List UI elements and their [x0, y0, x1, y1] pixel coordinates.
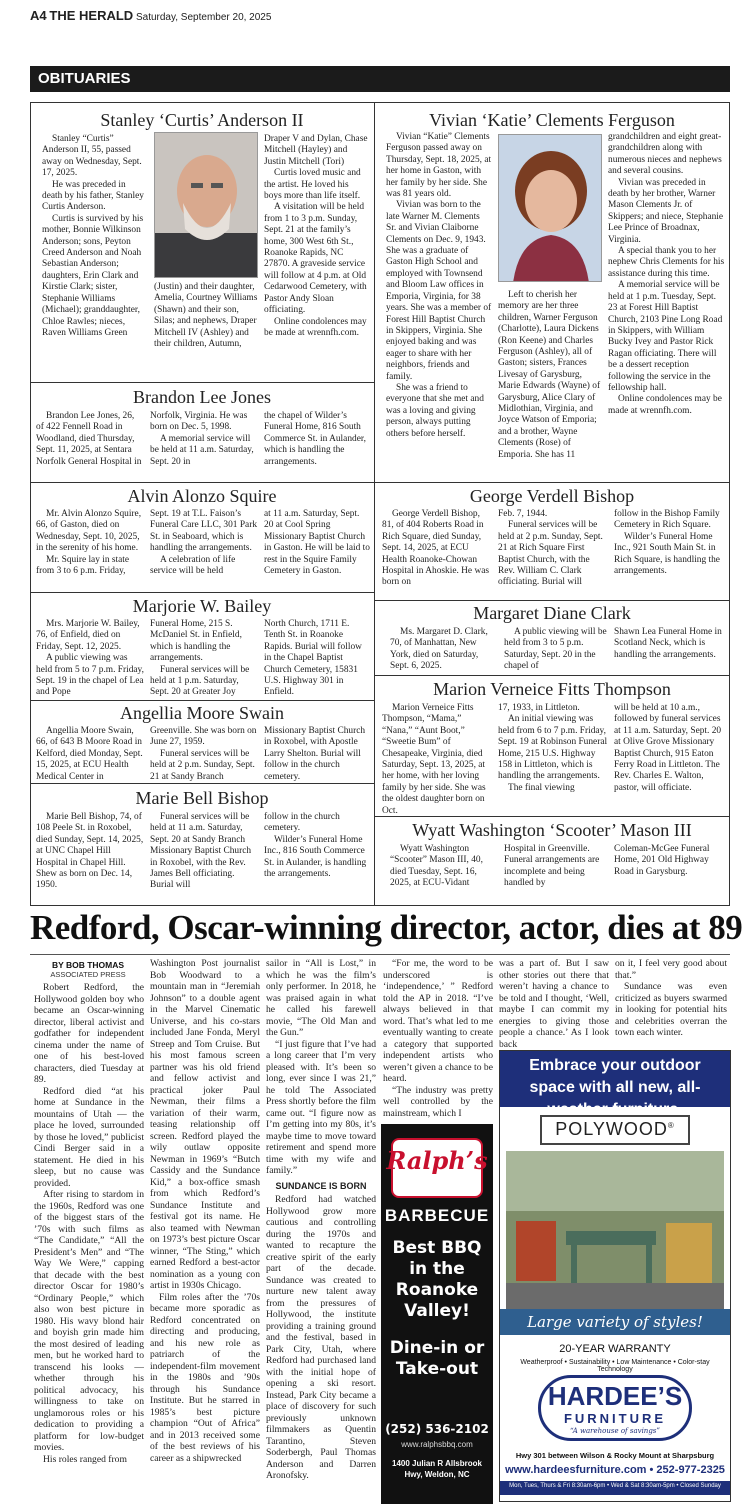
paragraph: Curtis is survived by his mother, Bonnie Wilkinson Anderson; sons, Peyton Creed Anderson and Noah Sebastian Anderson; daughters, Erin Clark and Kirstie Clark; sister, Stephanie Williams (Michael); granddaughter, Chloe Rawles; nieces, Raven Williams Green	[42, 213, 144, 338]
paragraph: Sept. 19 at T.L. Faison’s Funeral Care LLC, 301 Park St. in Seaboard, which is handling the arrangements.	[150, 509, 258, 554]
hardees-features: Weatherproof • Sustainability • Low Maintenance • Color-stay Technology	[520, 1359, 710, 1373]
obit-squire-col2	[150, 509, 258, 589]
section-title: OBITUARIES	[38, 70, 131, 87]
paragraph: A memorial service will be held at 1 p.m. Tuesday, Sept. 23 at Forest Hill Baptist Church, 2103 Pine Long Road in Skippers, with William Bucky Ivey and Pastor Rick Ragan officiating. There will be a dessert reception following the service in the fellowship hall.	[608, 280, 723, 393]
paragraph: Draper V and Dylan, Chase Mitchell (Hayley) and Justin Mitchell (Tori)	[264, 134, 368, 167]
divider	[30, 700, 374, 701]
paragraph: Redford had watched Hollywood grow more cautious and controlling during the 1970s and wanted to recapture the creative spirit of the early part of the decade. Sundance was created to nurture new talent away from the pressures of Hollywood, the institute providing a training ground and the festival, based in Park City, Utah, where Redford had purchased land with the initial hope of opening a ski resort. Instead, Park City became a place of discovery for such previously unknown filmmakers as Quentin Tarantino, Steven Soderbergh, Paul Thomas Anderson and Darren Aronofsky.	[266, 1194, 376, 1481]
obit-mason-col3	[614, 844, 726, 902]
ralphs-ad[interactable]	[381, 1124, 493, 1504]
obit-marie-bishop-col2	[150, 812, 258, 902]
divider	[30, 592, 374, 593]
obit-title-clark: Margaret Diane Clark	[473, 603, 631, 623]
story-col6	[615, 958, 727, 1048]
paragraph: Ms. Margaret D. Clark, 70, of Manhattan, New York, died on Saturday, Sept. 6, 2025.	[390, 627, 488, 672]
obit-bailey-col1	[36, 619, 144, 699]
obit-clark-col1	[390, 627, 498, 675]
obit-title-marie-bishop: Marie Bell Bishop	[135, 788, 269, 808]
paragraph: the chapel of Wilder’s Funeral Home, 816 South Commerce St. in Aulander, which is handling the arrangements.	[264, 411, 366, 467]
paragraph: Hospital in Greenville. Funeral arrangements are incomplete and being handled by	[504, 844, 600, 889]
ralphs-logo-script: Ralph’s	[386, 1146, 488, 1175]
paragraph: Mr. Squire lay in state from 3 to 6 p.m. Friday,	[36, 554, 130, 577]
portrait-ferguson-image	[499, 135, 602, 282]
paragraph: will be held at 10 a.m., followed by funeral services at 11 a.m. Saturday, Sept. 20 at Olive Grove Missionary Baptist Church, 915 Eaton Ferry Road in Littleton. The Rev. Charles E. Walton, pastor, will officiate.	[614, 703, 722, 793]
obit-anderson-col1	[42, 134, 144, 374]
paragraph: A public viewing will be held from 3 to 5 p.m. Saturday, Sept. 20 in the chapel of	[504, 627, 607, 672]
byline-org: ASSOCIATED PRESS	[50, 970, 126, 979]
story-col4	[383, 958, 493, 1122]
paragraph: Funeral services will be held at 2 p.m. Sunday, Sept. 21 at Rich Square First Baptist Church, with the Rev. William C. Clark officiating. Burial will	[498, 520, 603, 588]
obit-title-squire: Alvin Alonzo Squire	[127, 486, 277, 506]
obit-anderson-col2	[154, 282, 258, 376]
paragraph: After rising to stardom in the 1960s, Redford was one of the biggest stars of the ’70s with such films as “The Candidate,” “All the President’s Men” and “The Way We Were,” capping that decade with the best director Oscar for 1980’s “Ordinary People,” which also won best picture in 1980. His wavy blond hair and boyish grin made him the most desired of leading men, but he worked hard to transcend his looks — whether through his political advocacy, his willingness to take on unglamorous roles or his dedication to providing a platform for low-budget movies.	[34, 1189, 144, 1453]
obit-ferguson-col1	[386, 132, 492, 478]
paragraph: Film roles after the ’70s became more sporadic as Redford concentrated on directing and producing, and his new role as patriarch of the independent-film movement in the 1980s and ’90s through his Sundance Institute. But he starred in 1985’s best picture champion “Out of Africa” and in 2013 received some of the best reviews of his career as a shipwrecked	[150, 1291, 260, 1464]
paragraph: Vivian was preceded in death by her brother, Warner Mason Clements Jr. of Skippers; and niece, Stephanie Lee Prince of Broadnax, Virginia.	[608, 177, 724, 245]
obit-title-swain: Angellia Moore Swain	[120, 703, 284, 723]
obit-squire-col1	[36, 509, 144, 589]
ralphs-service: Dine-in or Take-out	[389, 1338, 485, 1379]
obit-squire-col3	[264, 509, 370, 589]
obit-title-ferguson: Vivian ‘Katie’ Clements Ferguson	[429, 110, 675, 130]
story-col1	[34, 982, 144, 1506]
paragraph: was a part of. But I saw other stories out there that weren’t having a chance to be told and I thought, ‘Well, maybe I can commit my energies to giving those people a chance.’ As I look back	[499, 958, 609, 1048]
portrait-anderson	[154, 132, 258, 278]
paragraph: Left to cherish her memory are her three children, Warner Ferguson (Charlotte), Laura Dickens (Ron Keene) and Charles Ferguson (Ashley), all of Gaston; sisters, Frances Livesay of Garysburg, Marie Edwards (Wayne) of Garysburg, Alice Clary of Midlothian, Virginia, and Joyce Watson of Emporia; and a brother, Wayne Clements (Rose) of Emporia. She has 11	[498, 290, 601, 460]
obit-title-george-bishop: George Verdell Bishop	[469, 486, 635, 506]
byline-block	[34, 960, 142, 979]
paragraph: Funeral services will be held at 2 p.m. Sunday, Sept. 21 at Sandy Branch	[150, 748, 255, 782]
paragraph: Norfolk, Virginia. He was born on Dec. 5, 1998.	[150, 411, 248, 433]
obit-ferguson-col2	[498, 290, 602, 478]
obit-title-anderson: Stanley ‘Curtis’ Anderson II	[100, 110, 304, 130]
polywood-brand: POLYWOOD	[555, 1119, 668, 1139]
paragraph: She was a friend to everyone that she met and was a loving and giving person, always putting others before herself.	[386, 382, 484, 439]
paragraph: on it, I feel very good about that.”	[615, 958, 727, 981]
paragraph: George Verdell Bishop, 81, of 404 Roberts Road in Rich Square, died Sunday, Sept. 14, 2025, at ECU Health Roanoke-Chowan Hospital in Ahoskie. He was born on	[382, 509, 490, 588]
paragraph: at 11 a.m. Saturday, Sept. 20 at Cool Spring Missionary Baptist Church in Gaston. He will be laid to rest in the Squire Family Cemetery in Gaston.	[264, 509, 370, 577]
portrait-anderson-image	[155, 133, 258, 278]
polywood-brand-mark: ®	[667, 1121, 675, 1130]
paragraph: “For me, the word to be underscored is ‘independence,’ ” Redford told the AP in 2018. “I’ve always believed in that word. That’s what led to me eventually wanting to create a category that supported independent artists who weren’t given a chance to be heard.	[383, 958, 493, 1084]
divider	[374, 600, 730, 601]
obit-bailey-col3	[264, 619, 370, 699]
hardees-headline: Embrace your outdoor space with all new, all-weather furniture.	[529, 1057, 701, 1118]
obit-george-bishop-col2	[498, 509, 608, 601]
divider	[374, 675, 730, 676]
paragraph: Stanley “Curtis” Anderson II, 55, passed away on Wednesday, Sept. 17, 2025.	[42, 134, 142, 179]
ralphs-tagline: Best BBQ in the Roanoke Valley!	[392, 1238, 482, 1321]
paragraph: Greenville. She was born on June 27, 1959.	[150, 726, 257, 748]
portrait-ferguson	[498, 134, 602, 282]
paragraph: Mr. Alvin Alonzo Squire, 66, of Gaston, died on Wednesday, Sept. 10, 2025, in the serenity of his home.	[36, 509, 142, 554]
paragraph: Funeral Home, 215 S. McDaniel St. in Enfield, which is handling the arrangements.	[150, 619, 242, 664]
obit-anderson-col3	[264, 134, 368, 376]
ralphs-phone[interactable]: (252) 536-2102	[385, 1422, 489, 1436]
paragraph: Vivian was born to the late Warner M. Clements Sr. and Vivian Claiborne Clements on Dec. 9, 1943. She was a graduate of Gaston High School and employed with Townsend and Bloom Law offices in Emporia, Virginia, for 38 years. She was a member of Forest Hill Baptist Church in Skippers, Virginia. She enjoyed baking and was eager to share with her neighbors, friends and family.	[386, 200, 492, 382]
paragraph: Wilder’s Funeral Home Inc., 921 South Main St. in Rich Square, is handling the arrangements.	[614, 531, 720, 577]
section-bar	[30, 66, 730, 92]
hardees-script: Large variety of styles!	[527, 1313, 703, 1331]
paragraph: A public viewing was held from 5 to 7 p.m. Friday, Sept. 19 in the chapel of Lea and Pope	[36, 653, 144, 698]
paragraph: Sundance was even criticized as buyers swarmed in looking for potential hits and celebrities overran the town each winter.	[615, 981, 727, 1038]
polywood-logo	[540, 1119, 690, 1140]
ralphs-logo-word: BARBECUE	[384, 1206, 490, 1225]
paragraph: An initial viewing was held from 6 to 7 p.m. Friday, Sept. 19 at Robinson Funeral Home, 215 U.S. Highway 158 in Littleton, which is handling the arrangements.	[498, 714, 608, 782]
obit-george-bishop-col3	[614, 509, 726, 601]
divider	[30, 783, 374, 784]
divider	[30, 382, 374, 383]
obit-title-bailey: Marjorie W. Bailey	[132, 596, 272, 616]
headline-rule	[30, 954, 730, 955]
paragraph: Funeral services will be held at 11 a.m. Saturday, Sept. 20 at Sandy Branch Missionary Baptist Church in Roxobel, with the Rev. James Bell officiating. Burial will	[150, 812, 252, 891]
paragraph: Missionary Baptist Church in Roxobel, with Apostle Larry Shelton. Burial will follow in the church cemetery.	[264, 726, 366, 782]
paragraph: sailor in “All is Lost,” in which he was the film’s only performer. In 2018, he was praised again in what he called his farewell movie, “The Old Man and the Gun.”	[266, 958, 376, 1038]
obit-thompson-col1	[382, 703, 492, 817]
paragraph: A visitation will be held from 1 to 3 p.m. Sunday, Sept. 21 at the family’s home, 300 West 6th St., Roanoke Rapids, NC 27870. A graveside service will follow at 4 p.m. at Old Cedarwood Cemetery, with Pastor Andy Sloan officiating.	[264, 202, 367, 316]
ralphs-address: 1400 Julian R Allsbrook Hwy, Weldon, NC	[392, 1459, 482, 1479]
paragraph: “The industry was pretty well controlled by the mainstream, which I	[383, 1084, 493, 1119]
obit-title-thompson: Marion Verneice Fitts Thompson	[433, 679, 671, 699]
paper-name: THE HERALD	[49, 8, 134, 23]
ralphs-website[interactable]: www.ralphsbbq.com	[401, 1440, 473, 1449]
hardees-logo-tag: “A warehouse of savings”	[570, 1427, 660, 1435]
paragraph: follow in the Bishop Family Cemetery in Rich Square.	[614, 509, 720, 531]
story-headline: Redford, Oscar-winning director, actor, dies at 89	[30, 908, 743, 947]
obit-thompson-col3	[614, 703, 726, 817]
paragraph: Vivian “Katie” Clements Ferguson passed away on Thursday, Sept. 18, 2025, at her home in Gaston, with her family by her side. She was 81 years old.	[386, 132, 492, 200]
paragraph: Redford died “at his home at Sundance in the mountains of Utah — the place he loved, surrounded by those he loved,” publicist Cindi Berger said in a statement. He died in his sleep, but no cause was provided.	[34, 1085, 144, 1189]
divider	[30, 482, 374, 483]
hardees-ad[interactable]	[499, 1050, 731, 1502]
obit-mason-col2	[504, 844, 608, 902]
hardees-hours: Mon, Tues, Thurs & Fri 8:30am-6pm • Wed & Sat 8:30am-5pm • Closed Sunday	[509, 1483, 721, 1489]
paragraph: Washington Post journalist Bob Woodward to a mountain man in “Jeremiah Johnson” to a double agent in the Marvel Cinematic Universe, and his co-stars included Jane Fonda, Meryl Streep and Tom Cruise. But his most famous screen partner was his old friend and fellow activist and practical joker Paul Newman, their films a variation of their warm, teasing relationship off screen. Redford played the wily outlaw opposite Newman in 1969’s “Butch Cassidy and the Sundance Kid,” a box-office smash from which Redford’s Sundance Institute and festival got its name. He also teamed with Newman on 1973’s best picture Oscar winner, “The Sting,” which earned Redford a best-actor nomination as a young con artist in 1930s Chicago.	[150, 958, 260, 1291]
story-col3	[266, 958, 376, 1506]
paragraph: A celebration of life service will be held	[150, 554, 236, 577]
paragraph: Marie Bell Bishop, 74, of 108 Peele St. in Roxobel, died Sunday, Sept. 14, 2025, at UNC Chapel Hill Hospital in Chapel Hill. Shew as born on Dec. 14, 1950.	[36, 812, 144, 891]
paragraph: A special thank you to her nephew Chris Clements for his assistance during this time.	[608, 246, 725, 279]
paragraph: Wyatt Washington “Scooter” Mason III, 40, died Tuesday, Sept. 16, 2025, at ECU-Vidant	[390, 844, 483, 889]
patio-furniture-photo	[506, 1151, 724, 1309]
paragraph: Online condolences may be made at wrennfh.com.	[608, 394, 722, 416]
issue-date: Saturday, September 20, 2025	[135, 12, 272, 23]
paragraph: Curtis loved music and the artist. He loved his boys more than life itself.	[264, 168, 361, 202]
divider	[374, 816, 730, 817]
paragraph: 17, 1933, in Littleton.	[498, 703, 580, 713]
story-subhead: SUNDANCE IS BORN	[275, 1180, 367, 1191]
story-col5	[499, 958, 609, 1048]
paragraph: Feb. 7, 1944.	[498, 509, 548, 519]
paragraph: Funeral services will be held at 1 p.m. Saturday, Sept. 20 at Greater Joy	[150, 664, 250, 698]
obit-thompson-col2	[498, 703, 608, 817]
paragraph: North Church, 1711 E. Tenth St. in Roanoke Rapids. Burial will follow in the Chapel Baptist Church Cemetery, 15831 U.S. Highway 301 in Enfield.	[264, 619, 362, 698]
obit-title-jones: Brandon Lee Jones	[133, 387, 271, 407]
story-col2	[150, 958, 260, 1506]
paragraph: Brandon Lee Jones, 26, of 422 Fennell Road in Woodland, died Thursday, Sept. 11, 2025, at Sentara Norfolk General Hospital in	[36, 411, 142, 467]
paragraph: Online condolences may be made at wrennfh.com.	[264, 316, 367, 338]
paragraph: grandchildren and eight great-grandchildren along with numerous nieces and nephews and several cousins.	[608, 132, 722, 177]
obit-jones-col2	[150, 411, 258, 481]
obit-mason-col1	[390, 844, 498, 902]
paragraph: A memorial service will be held at 11 a.m. Saturday, Sept. 20 in	[150, 433, 254, 467]
paragraph: Shawn Lea Funeral Home in Scotland Neck, which is handling the arrangements.	[614, 627, 722, 660]
obit-george-bishop-col1	[382, 509, 492, 601]
obit-clark-col2	[504, 627, 608, 675]
paragraph: (Justin) and their daughter, Amelia, Courtney Williams (Shawn) and their son, Silas; and nephews, Draper Mitchell IV (Ashley) and their children, Autumn,	[154, 282, 258, 350]
paragraph: Coleman-McGee Funeral Home, 201 Old Highway Road in Garysburg.	[614, 844, 710, 877]
paragraph: follow in the church cemetery.	[264, 812, 340, 834]
hardees-location: Hwy 301 between Wilson & Rocky Mount at Sharpsburg	[515, 1451, 715, 1460]
page-number: A4	[30, 8, 47, 23]
obit-jones-col1	[36, 411, 144, 481]
paragraph: He was preceded in death by his father, Stanley Curtis Anderson.	[42, 179, 144, 213]
hardees-logo-top: HARDEE’S	[547, 1381, 683, 1411]
paragraph: Angellia Moore Swain, 66, of 643 B Moore Road in Kelford, died Monday, Sept. 15, 2025, at ECU Health Medical Center in	[36, 726, 143, 782]
obit-marie-bishop-col3	[264, 812, 370, 902]
obit-jones-col3	[264, 411, 370, 481]
paragraph: Wilder’s Funeral Home Inc., 816 South Commerce St. in Aulander, is handling the arrangements.	[264, 834, 367, 880]
paragraph: Robert Redford, the Hollywood golden boy who became an Oscar-winning director, liberal activist and godfather for independent cinema under the name of one of his best-loved characters, died Tuesday at 89.	[34, 982, 144, 1085]
column-divider	[374, 102, 375, 906]
obit-bailey-col2	[150, 619, 258, 699]
obit-ferguson-col3	[608, 132, 726, 478]
obit-marie-bishop-col1	[36, 812, 144, 902]
paragraph: “I just figure that I’ve had a long career that I’m very pleased with. It’s been so long, ever since I was 21,” he told The Associated Press shortly before the film came out. “I figure now as I’m getting into my 80s, it’s maybe time to move toward retirement and spend more time with my wife and family.”	[266, 1038, 376, 1176]
hardees-logo-bottom: FURNITURE	[563, 1411, 667, 1426]
obit-title-mason: Wyatt Washington ‘Scooter’ Mason III	[412, 820, 692, 840]
hardees-web-phone[interactable]: www.hardeesfurniture.com • 252-977-2325	[505, 1464, 725, 1476]
paragraph: His roles ranged from	[43, 1453, 127, 1465]
paragraph: The final viewing	[508, 782, 575, 793]
divider	[374, 482, 730, 483]
paragraph: Marion Verneice Fitts Thompson, “Mama,” “Nana,” “Aunt Boot,” “Sweetie Bum” of Chesapeake, Virginia, died Saturday, Sept. 13, 2025, at her home, with her loving family by her side. She was the oldest daughter born on Oct.	[382, 703, 486, 816]
hardees-warranty: 20-YEAR WARRANTY	[559, 1343, 671, 1355]
paragraph: Mrs. Marjorie W. Bailey, 76, of Enfield, died on Friday, Sept. 12, 2025.	[36, 619, 140, 652]
page-header	[30, 8, 730, 23]
obit-clark-col3	[614, 627, 726, 675]
byline: BY BOB THOMAS	[51, 960, 125, 970]
